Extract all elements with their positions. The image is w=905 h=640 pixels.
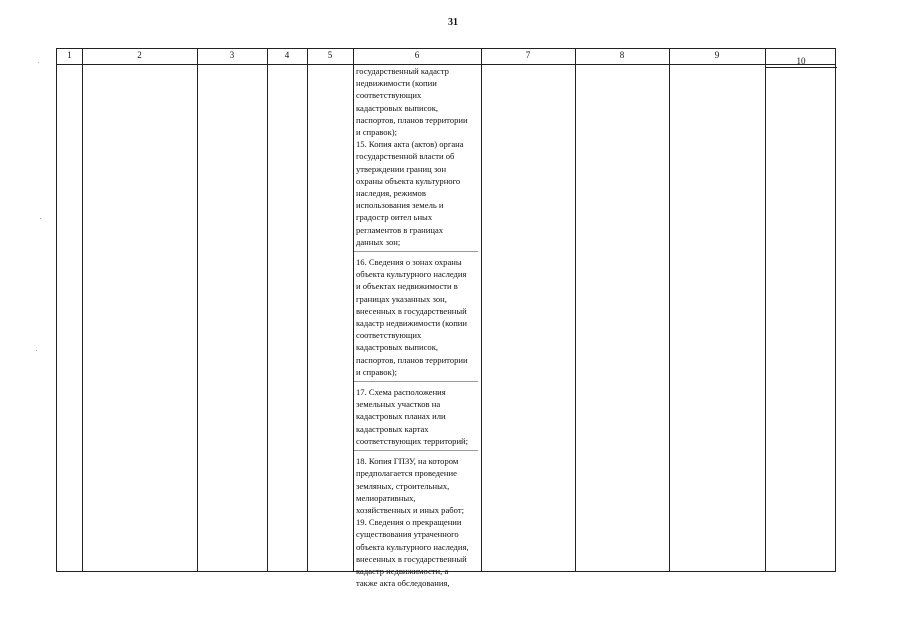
header-col-6: 6	[414, 50, 420, 60]
col6-line: 18. Копия ГПЗУ, на котором	[356, 456, 459, 467]
col6-line: 16. Сведения о зонах охраны	[356, 257, 462, 268]
column-divider	[197, 49, 198, 571]
col6-paragraph	[354, 386, 478, 447]
col6-line: 17. Схема расположения	[356, 387, 446, 398]
header-col-4: 4	[284, 50, 290, 60]
col6-line: земляных, строительных,	[356, 480, 450, 491]
col6-line: внесенных в государственный	[356, 553, 467, 564]
table-header-row	[57, 49, 835, 65]
col6-line: также акта обследования,	[356, 578, 450, 589]
paragraph-separator	[354, 251, 478, 252]
header-col-2: 2	[137, 50, 142, 60]
header-col-10-underline	[765, 49, 837, 68]
col6-line: существования утраченного	[356, 529, 459, 540]
col6-line: и справок);	[356, 366, 397, 377]
col6-line: наследия, режимов	[356, 188, 426, 199]
col6-line: данных зон;	[356, 236, 401, 247]
col6-paragraph	[354, 138, 478, 248]
header-col-8: 8	[619, 50, 625, 60]
col6-line: регламентов в границах	[356, 224, 444, 235]
header-col-10: 10	[796, 56, 806, 66]
paragraph-separator	[354, 450, 478, 451]
col6-line: градостр оител ьных	[356, 212, 433, 223]
col6-line: соответствующих	[356, 90, 422, 101]
column-divider	[481, 49, 482, 571]
column-divider	[267, 49, 268, 571]
col6-line: границах указанных зон,	[356, 293, 447, 304]
col6-line: государственной власти об	[356, 151, 455, 162]
column-divider	[307, 49, 308, 571]
col6-line: земельных участков на	[356, 399, 441, 410]
col6-line: паспортов, планов территории	[356, 354, 468, 365]
col6-line: 15. Копия акта (актов) органа	[356, 139, 464, 150]
col6-line: государственный кадастр	[356, 66, 449, 76]
col6-line: и справок);	[356, 127, 397, 138]
col6-line: 19. Сведения о прекращении	[356, 517, 462, 528]
col6-line: недвижимости (копии	[356, 78, 437, 89]
col6-line: соответствующих	[356, 330, 422, 341]
col6-line: паспортов, планов территории	[356, 114, 468, 125]
column-divider	[669, 49, 670, 571]
col6-line: охраны объекта культурного	[356, 175, 461, 186]
paragraph-separator	[354, 381, 478, 382]
column-divider	[765, 49, 766, 571]
column-divider	[82, 49, 83, 571]
col6-paragraph	[354, 256, 478, 378]
header-col-1: 1	[67, 50, 72, 60]
col6-paragraph	[354, 455, 478, 589]
scan-speck	[40, 218, 41, 219]
col6-line: мелиоративных,	[356, 492, 416, 503]
col6-line: соответствующих территорий;	[356, 435, 469, 446]
scan-speck	[36, 350, 37, 351]
col6-line: объекта культурного наследия	[356, 269, 467, 280]
col6-line: кадастр недвижимости, а	[356, 565, 449, 576]
col6-line: хозяйственных и иных работ;	[356, 504, 464, 515]
header-col-3: 3	[229, 50, 235, 60]
col6-line: кадастровых картах	[356, 423, 429, 434]
col6-line: предполагается проведение	[356, 468, 457, 479]
col6-line: объекта культурного наследия,	[356, 541, 469, 552]
col6-line: кадастр недвижимости (копии	[356, 318, 467, 329]
col6-line: кадастровых выписок,	[356, 342, 439, 353]
header-col-9: 9	[714, 50, 720, 60]
col6-line: использования земель и	[356, 200, 444, 211]
document-table	[56, 48, 836, 589]
column-6-cell	[354, 65, 478, 589]
col6-line: кадастровых выписок,	[356, 102, 439, 113]
col6-line: кадастровых планах или	[356, 411, 446, 422]
page-number: 31	[448, 17, 458, 28]
header-col-7: 7	[525, 50, 531, 60]
header-col-5: 5	[327, 50, 333, 60]
col6-line: утверждении границ зон	[356, 163, 447, 174]
column-divider	[575, 49, 576, 571]
col6-line: внесенных в государственный	[356, 305, 467, 316]
scan-speck	[38, 62, 39, 63]
col6-paragraph	[354, 65, 478, 138]
col6-line: и объектах недвижимости в	[356, 281, 458, 292]
